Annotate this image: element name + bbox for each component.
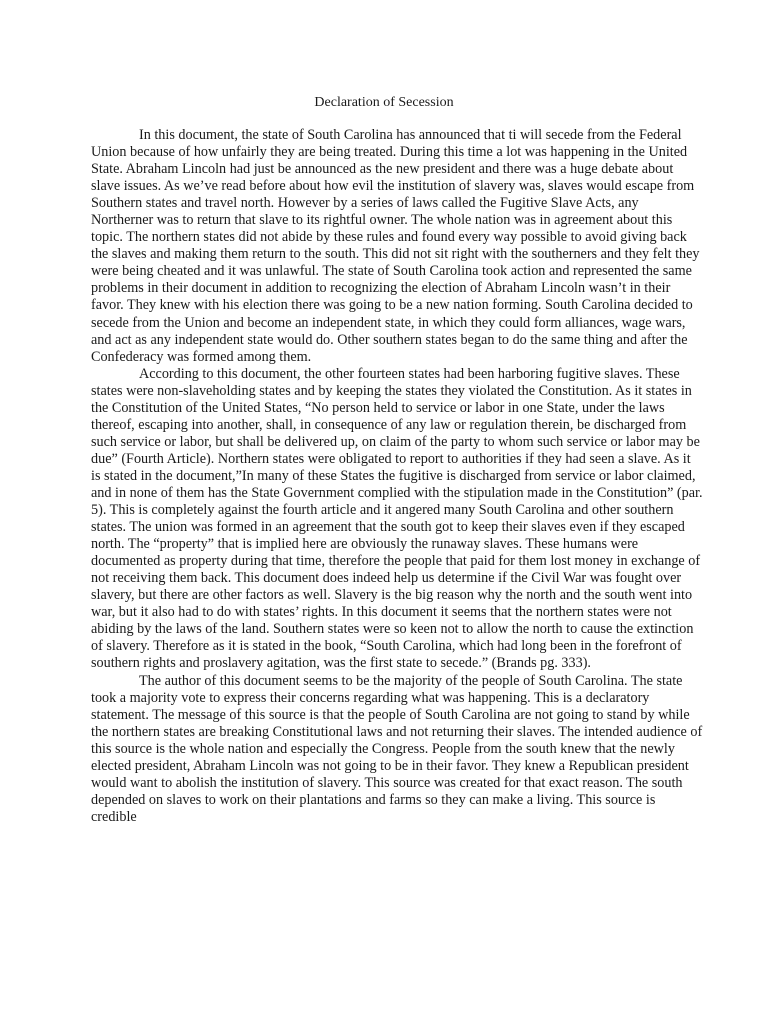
paragraph-1: In this document, the state of South Carolina has announced that ti will secede from the Federal Union because of how unfairly they are being treated. During this time a lot was happening in the United State. Abraham Lincoln had just be announced as the new president and there was a huge debate about slave issues. As we’ve read before about how evil the institution of slavery was, slaves would escape from Southern states and travel north. However by a series of laws called the Fugitive Slave Acts, any Northerner was to return that slave to its rightful owner. The whole nation was in agreement about this topic. The northern states did not abide by these rules and found every way possible to avoid giving back the slaves and making them return to the south. This did not sit right with the southerners and they felt they were being cheated and it was unlawful. The state of South Carolina took action and represented the same problems in their document in addition to recognizing the election of Abraham Lincoln wasn’t in their favor. They knew with his election there was going to be a new nation forming. South Carolina decided to secede from the Union and become an independent state, in which they could form alliances, wage wars, and act as any independent state would do. Other southern states began to do the same thing and after the Confederacy was formed among them. bbox=[91, 127, 700, 365]
paragraph-3: The author of this document seems to be the majority of the people of South Carolina. The state took a majority vote to express their concerns regarding what was happening. This is a declaratory statement. The message of this source is that the people of South Carolina are not going to stand by while the northern states are breaking Constitutional laws and not returning their slaves. The intended audience of this source is the whole nation and especially the Congress. People from the south knew that the newly elected president, Abraham Lincoln was not going to be in their favor. They knew a Republican president would want to abolish the institution of slavery. This source was created for that exact reason. The south depended on slaves to work on their plantations and farms so they can make a living. This source is credible bbox=[91, 672, 703, 825]
paragraph-2: According to this document, the other fourteen states had been harboring fugitive slaves. These states were non-slaveholding states and by keeping the states they violated the Constitution. As it states in the Constitution of the United States, “No person held to service or labor in one State, under the laws thereof, escaping into another, shall, in consequence of any law or regulation therein, be discharged from such service or labor, but shall be delivered up, on claim of the party to whom such service or labor may be due” (Fourth Article). Northern states were obligated to report to authorities if they had seen a slave. As it is stated in the document,”In many of these States the fugitive is discharged from service or labor claimed, and in none of them has the State Government complied with the stipulation made in the Constitution” (par. 5). This is completely against the fourth article and it angered many South Carolina and other southern states. The union was formed in an agreement that the south got to keep their slaves even if they escaped north. The “property” that is implied here are obviously the runaway slaves. These humans were documented as property during that time, therefore the people that paid for them lost money in exchange of not receiving them back. This document does indeed help us determine if the Civil War was fought over slavery, but there are other factors as well. Slavery is the big reason why the north and the south went into war, but it also had to do with states’ rights. In this document it seems that the northern states were not abiding by the laws of the land. Southern states were so keen not to allow the north to cause the extinction of slavery. Therefore as it is stated in the book, “South Carolina, which had long been in the forefront of southern rights and proslavery agitation, was the first state to secede.” (Brands pg. 333). bbox=[91, 365, 703, 672]
document-body bbox=[91, 127, 703, 826]
document-title: Declaration of Secession bbox=[314, 95, 454, 110]
